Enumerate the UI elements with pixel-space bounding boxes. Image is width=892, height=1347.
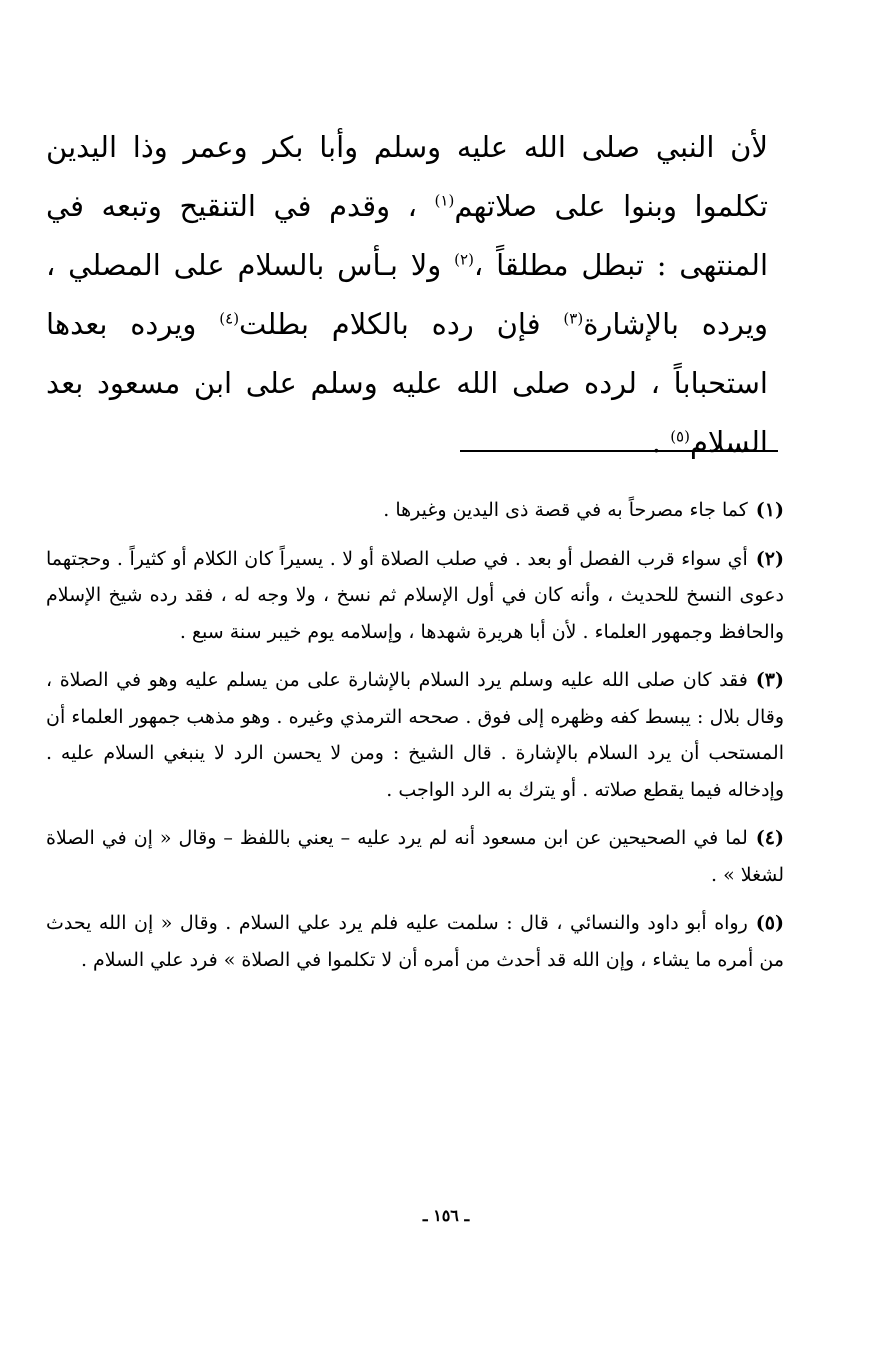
footnote-text: أي سواء قرب الفصل أو بعد . في صلب الصلاة أو لا . يسيراً كان الكلام أو كثيراً . وحجتهما دعوى النسخ للحديث ، وأنه كان في أول الإسلام ثم نسخ ، ولا وجه له ، فقد رده شيخ الإسلام والحافظ وجمهور العلماء . لأن أبا هريرة شهدها ، وإسلامه يوم خيبر سنة سبع . xyxy=(46,547,784,643)
footnote xyxy=(46,492,784,529)
main-paragraph xyxy=(46,118,768,472)
footnote-text: رواه أبو داود والنسائي ، قال : سلمت عليه فلم يرد علي السلام . وقال « إن الله يحدث من أمره ما يشاء ، وإن الله قد أحدث من أمره أن لا تكلموا في الصلاة » فرد علي السلام . xyxy=(46,912,784,971)
footnote-marker: (٤) xyxy=(219,309,240,328)
footnote-number: (٢) xyxy=(755,547,784,570)
footnote-divider xyxy=(460,450,778,452)
footnote-marker: (٢) xyxy=(454,250,474,269)
footnote-marker: (٣) xyxy=(563,309,584,328)
footnote-marker: (١) xyxy=(434,191,455,210)
footnote xyxy=(46,820,784,893)
footnote xyxy=(46,662,784,808)
main-text xyxy=(46,118,768,472)
footnote-number: (٥) xyxy=(755,912,784,934)
main-segment: لأن النبي صلى الله عليه وسلم وأبا بكر وعمر وذا اليدين تكلموا وبنوا على صلاتهم xyxy=(46,130,769,223)
main-segment: . xyxy=(651,425,661,459)
footnotes xyxy=(46,492,784,990)
footnote-number: (٤) xyxy=(755,827,784,849)
footnote-text: لما في الصحيحين عن ابن مسعود أنه لم يرد عليه – يعني باللفظ – وقال « إن في الصلاة لشغلا » . xyxy=(46,827,784,886)
main-segment: ولا بـأس بالسلام على المصلي ، ويرده بالإشارة xyxy=(46,248,768,341)
footnote-text: كما جاء مصرحاً به في قصة ذى اليدين وغيرها . xyxy=(383,499,748,521)
main-segment: فإن رده بالكلام بطلت xyxy=(239,307,541,341)
main-segment: ، وقدم في التنقيح وتبعه في المنتهى : تبطل مطلقاً ، xyxy=(46,189,769,282)
page-number: ـ ١٥٦ ـ xyxy=(422,1206,470,1225)
footnote-text: فقد كان صلى الله عليه وسلم يرد السلام بالإشارة على من يسلم عليه وهو في الصلاة ، وقال بلال : يبسط كفه وظهره إلى فوق . صححه الترمذي وغيره . وهو مذهب جمهور العلماء أن المستحب أن يرد السلام بالإشارة . قال الشيخ : ومن لا يحسن الرد لا ينبغي السلام عليه . وإدخاله فيما يقطع صلاته . أو يترك به الرد الواجب . xyxy=(46,669,784,801)
footnote-number: (٣) xyxy=(755,669,784,691)
footnote xyxy=(46,905,784,978)
footnote xyxy=(46,541,784,651)
main-segment: ويرده بعدها استحباباً ، لرده صلى الله عليه وسلم على ابن مسعود بعد السلام xyxy=(46,307,768,459)
footnote-number: (١) xyxy=(755,499,784,521)
footnote-marker: (٥) xyxy=(670,427,690,446)
